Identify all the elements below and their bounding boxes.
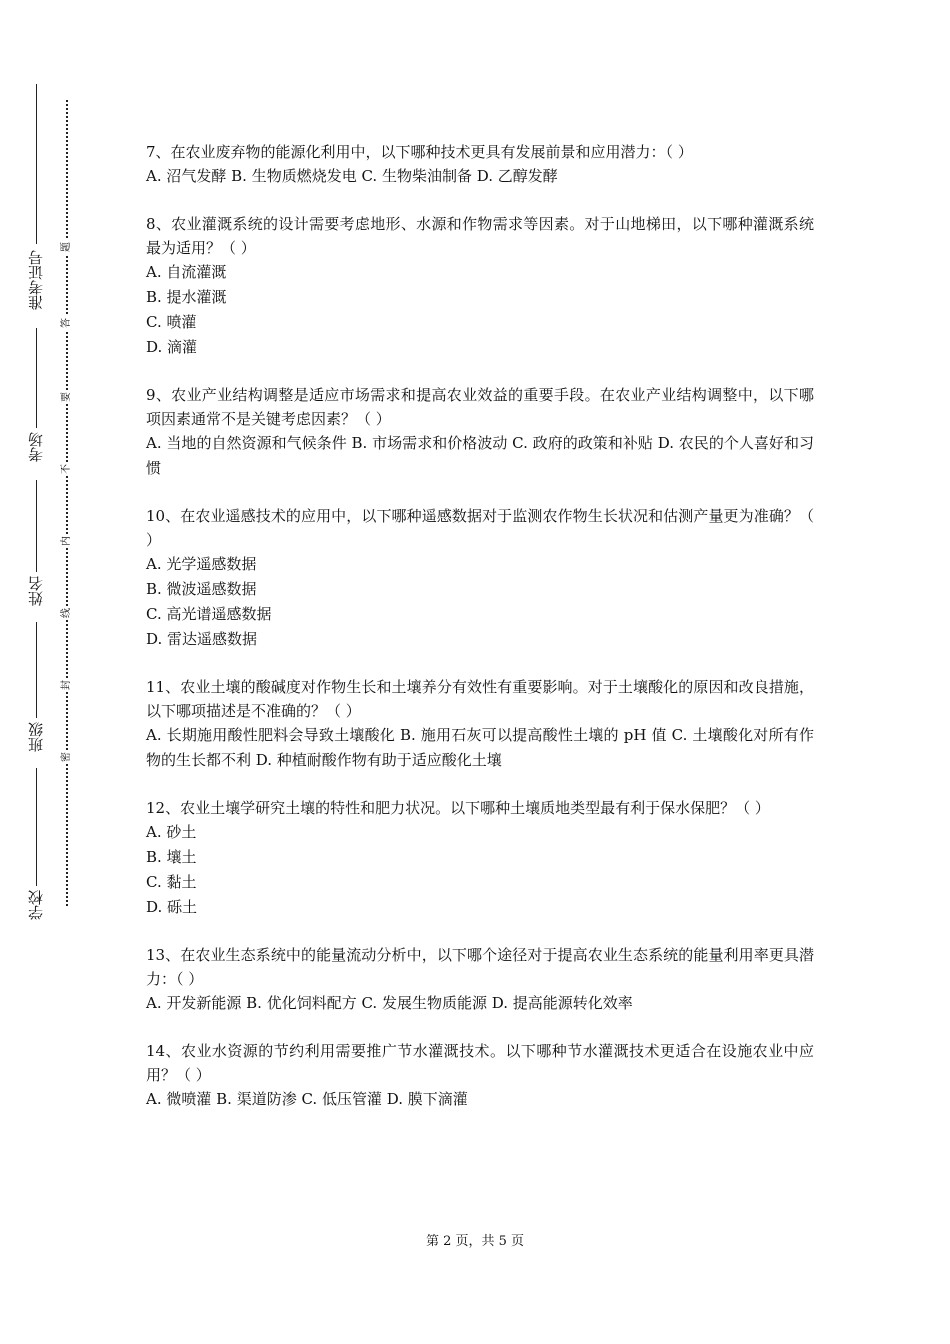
option-a: A. 砂土: [146, 823, 197, 841]
question-stem: 8、农业灌溉系统的设计需要考虑地形、水源和作物需求等因素。对于山地梯田，以下哪种灌溉系统最为适用？（ ）: [146, 215, 814, 257]
question-list: [146, 140, 814, 1135]
option-a: A. 光学遥感数据: [146, 555, 257, 573]
question-stem: 7、在农业废弃物的能源化利用中，以下哪种技术更具有发展前景和应用潜力：（ ）: [146, 143, 693, 161]
field-line: [36, 480, 37, 572]
field-line: [36, 84, 37, 244]
option-c: C. 黏土: [146, 873, 197, 891]
field-line: [36, 622, 37, 718]
question-stem: 14、农业水资源的节约利用需要推广节水灌溉技术。以下哪种节水灌溉技术更适合在设施农业中应用？（ ）: [146, 1042, 814, 1084]
question-10: [146, 504, 814, 652]
question-14: [146, 1039, 814, 1112]
question-12: [146, 796, 814, 920]
question-options: A. 长期施用酸性肥料会导致土壤酸化 B. 施用石灰可以提高酸性土壤的 pH 值 C. 土壤酸化对所有作物的生长都不利 D. 种植耐酸作物有助于适应酸化土壤: [146, 726, 814, 769]
option-a: A. 自流灌溉: [146, 263, 227, 281]
seal-char: 不: [61, 464, 72, 474]
question-stem: 12、农业土壤学研究土壤的特性和肥力状况。以下哪种土壤质地类型最有利于保水保肥？（ ）: [146, 799, 770, 817]
field-label-class: 班级: [27, 722, 45, 752]
option-d: D. 滴灌: [146, 338, 198, 356]
question-options: A. 微喷灌 B. 渠道防渗 C. 低压管灌 D. 膜下滴灌: [146, 1090, 468, 1108]
field-label-name: 姓名: [27, 576, 45, 606]
field-line: [36, 768, 37, 886]
question-11: [146, 675, 814, 773]
option-c: C. 喷灌: [146, 313, 197, 331]
question-options: A. 开发新能源 B. 优化饲料配方 C. 发展生物质能源 D. 提高能源转化效率: [146, 994, 633, 1012]
field-label-exam-number: 准考证号: [27, 250, 45, 310]
option-d: D. 雷达遥感数据: [146, 630, 258, 648]
option-d: D. 砾土: [146, 898, 198, 916]
field-label-school: 学校: [27, 890, 45, 920]
field-label-exam-room: 考场: [27, 432, 45, 462]
seal-char: 密: [61, 752, 72, 762]
page-footer: 第 2 页，共 5 页: [425, 1234, 525, 1249]
question-9: [146, 383, 814, 481]
question-8: [146, 212, 814, 360]
question-7: [146, 140, 814, 189]
question-13: [146, 943, 814, 1016]
question-stem: 9、农业产业结构调整是适应市场需求和提高农业效益的重要手段。在农业产业结构调整中，以下哪项因素通常不是关键考虑因素？（ ）: [146, 386, 814, 428]
option-c: C. 高光谱遥感数据: [146, 605, 272, 623]
seal-char: 内: [61, 536, 72, 546]
seal-char: 封: [61, 680, 72, 690]
option-b: B. 提水灌溉: [146, 288, 227, 306]
seal-char: 线: [61, 608, 72, 618]
binding-margin: [0, 0, 110, 1344]
option-b: B. 微波遥感数据: [146, 580, 257, 598]
seal-char: 答: [61, 318, 72, 328]
question-options: A. 当地的自然资源和气候条件 B. 市场需求和价格波动 C. 政府的政策和补贴 D. 农民的个人喜好和习惯: [146, 434, 814, 477]
question-stem: 10、在农业遥感技术的应用中，以下哪种遥感数据对于监测农作物生长状况和估测产量更为准确？（ ）: [146, 507, 814, 549]
seal-dotted-line: [66, 100, 68, 906]
seal-char: 题: [61, 242, 72, 252]
field-line: [36, 328, 37, 428]
question-stem: 11、农业土壤的酸碱度对作物生长和土壤养分有效性有重要影响。对于土壤酸化的原因和改良措施，以下哪项描述是不准确的？（ ）: [146, 678, 814, 720]
seal-char: 要: [61, 392, 72, 402]
question-stem: 13、在农业生态系统中的能量流动分析中，以下哪个途径对于提高农业生态系统的能量利用率更具潜力：（ ）: [146, 946, 814, 988]
option-b: B. 壤土: [146, 848, 197, 866]
question-options: A. 沼气发酵 B. 生物质燃烧发电 C. 生物柴油制备 D. 乙醇发酵: [146, 167, 558, 185]
